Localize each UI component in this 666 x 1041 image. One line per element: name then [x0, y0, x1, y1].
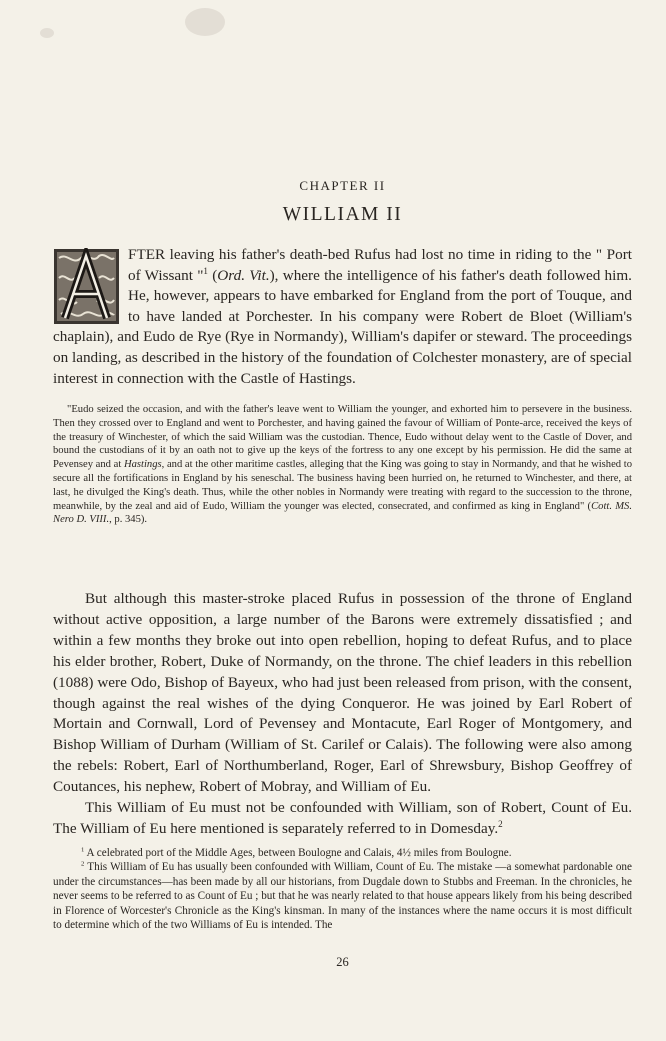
footnote: $^2$ This William of Eu has usually been confounded with William, Count of Eu. The mistake —a somewhat pardonable one under the circumstances—has been made by all our historians, from Dugdale down to Stubbs and Freeman. In the chronicles, he never seems to be referred to as Count of Eu ; but that he was nearly related to that house appears likely from his being described in Florence of Worcester's Chronicle as the King's kinsman. In many of the instances where the name occurs it is most difficult to determine which of the two Williams of Eu is intended. The	[53, 860, 632, 932]
chapter-label: CHAPTER II	[299, 178, 386, 193]
place-name: Hastings	[123, 459, 162, 471]
chapter-title: WILLIAM II	[282, 204, 403, 225]
citation: Cott. MS. Nero D. VIII.	[53, 500, 632, 526]
block-quotation: "Eudo seized the occasion, and with the father's leave went to William the younger, and exhorted him to persevere in the business. Then they crossed over to England and went to Porchester, and having gained the favour of William of Ponte-arce, received the keys of the treasury of Winchester, of which the said William was the custodian. Thence, Eudo without delay went to the Castle of Dover, and bound the custodians of it by an oath not to give up the keys of the fortress to any one except by his permission. He did the same at Pevensey and at Hastings, and at the other maritime castles, alleging that the King was going to stay in Normandy, and that he wished to secure all the fortifications in England by his seneschal. The business having been hurried on, he returned to Winchester, and there, at last, he divulged the King's death. Thus, while the other nobles in Normandy were treating with regard to the succession to the throne, meanwhile, by the zeal and aid of Eudo, William the younger was elected, consecrated, and confirmed as king in England" (Cott. MS. Nero D. VIII., p. 345).	[53, 404, 632, 526]
body-text	[53, 589, 632, 840]
citation: Ord. Vit.	[217, 266, 270, 284]
paragraph: But although this master-stroke placed Rufus in possession of the throne of England without active opposition, a large number of the Barons were extremely dissatisfied ; and within a few months they broke out into open rebellion, hoping to defeat Rufus, and to place his elder brother, Robert, Duke of Normandy, on the throne. The chief leaders in this rebellion (1088) were Odo, Bishop of Bayeux, who had just been released from prison, with the consent, though against the real wishes of the dying Conqueror. He was joined by Earl Robert of Mortain and Cornwall, Lord of Pevensey and Montacute, Earl Roger of Montgomery, and Bishop William of Durham (William of St. Carilef or Calais). The following were also among the rebels: Robert, Earl of Northumberland, Roger, Earl of Shrewsbury, Bishop Geoffrey of Coutances, his nephew, Robert of Mobray, and William of Eu.	[53, 590, 632, 796]
page-number: 26	[336, 955, 349, 969]
footnote-marker: 2	[498, 818, 503, 829]
paragraph: This William of Eu must not be confounded with William, son of Robert, Count of Eu. The William of Eu here mentioned is separately referred to in Domesday.$^2$	[53, 799, 632, 837]
footnote-marker: 1	[203, 265, 208, 276]
opening-paragraph: FTER leaving his father's death-bed Rufus had lost no time in riding to the " Port of Wissant "$^1$ (Ord. Vit.), where the intelligence of his father's death followed him. He, however, appears to have embarked for England from the port of Touque, and to have landed at Porchester. In his company were Robert de Bloet (William's chaplain), and Eudo de Rye (Rye in Normandy), William's dapifer or steward. The proceedings on landing, as described in the history of the foundation of Colchester monastery, are of special interest in connection with the Castle of Hastings.	[53, 246, 632, 387]
paper-smudge	[40, 28, 54, 38]
footnote: $^1$ A celebrated port of the Middle Ages, between Boulogne and Calais, 4½ miles from Boulogne.	[81, 846, 512, 859]
footnotes	[53, 846, 632, 932]
illuminated-initial	[53, 248, 120, 325]
book-page	[53, 0, 632, 1041]
